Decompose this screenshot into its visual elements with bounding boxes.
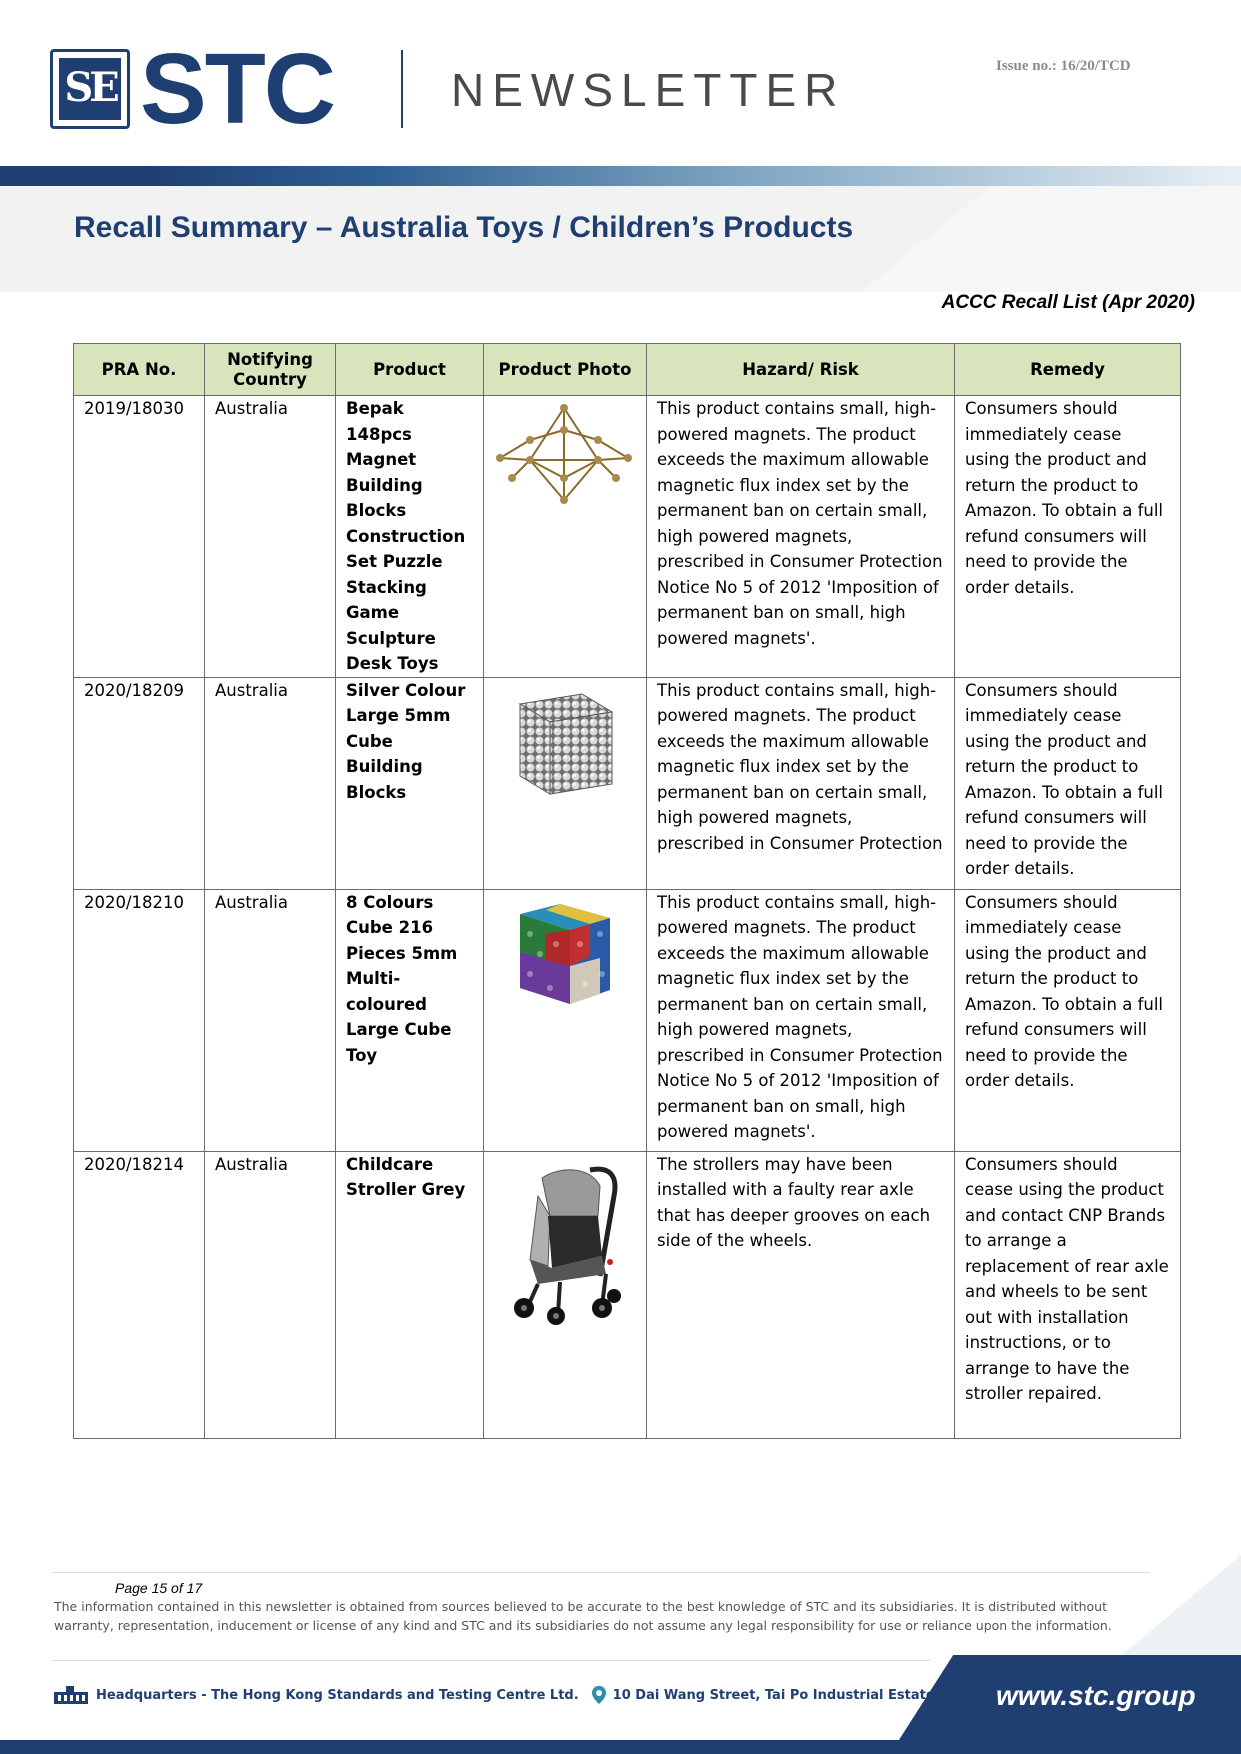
cell-hazard: This product contains small, high-powered magnets. The product exceeds the maximum allowable magnetic flux index set by the permanent ban on certain small, high powered magnets, prescribed in Consumer Protection [647,677,955,889]
cell-product: 8 Colours Cube 216 Pieces 5mm Multi-coloured Large Cube Toy [336,889,484,1151]
cell-remedy: Consumers should cease using the product and contact CNP Brands to arrange a replacement of rear axle and wheels to be sent out with installation instructions, or to arrange to have the stroller repaired. [955,1151,1181,1438]
cell-product: Childcare Stroller Grey [336,1151,484,1438]
website-link[interactable]: www.stc.group [996,1680,1196,1711]
cell-product: Silver Colour Large 5mm Cube Building Blocks [336,677,484,889]
header-notifying-country: Notifying Country [205,344,336,396]
table-row [74,1151,1181,1438]
cell-remedy: Consumers should immediately cease using the product and return the product to Amazon. To obtain a full refund consumers will need to provide the order details. [955,677,1181,889]
magnet-sculpture-image [490,400,638,520]
headquarters-label: Headquarters - The Hong Kong Standards and Testing Centre Ltd. [96,1687,579,1703]
cell-country: Australia [205,889,336,1151]
grey-stroller-image [490,1156,638,1326]
stc-logo-mark [50,49,130,129]
logo-mark-glyph: SE [64,64,116,111]
silver-magnet-cube-image [490,682,638,802]
cell-remedy: Consumers should immediately cease using the product and return the product to Amazon. To obtain a full refund consumers will need to provide the order details. [955,396,1181,678]
header-hazard-risk: Hazard/ Risk [647,344,955,396]
table-header-row [74,344,1181,396]
footer-divider-bottom [52,1660,930,1661]
headquarters-bar [52,1684,1114,1706]
cell-photo [484,889,647,1151]
cell-photo [484,396,647,678]
cell-photo [484,677,647,889]
cell-remedy: Consumers should immediately cease using the product and return the product to Amazon. To obtain a full refund consumers will need to provide the order details. [955,889,1181,1151]
header-remedy: Remedy [955,344,1181,396]
recall-table [73,343,1181,1439]
stc-logo-text: STC [140,33,334,145]
table-row [74,396,1181,678]
page-title: Recall Summary – Australia Toys / Children’s Products [74,211,854,244]
header-product-photo: Product Photo [484,344,647,396]
cell-hazard: This product contains small, high-powered magnets. The product exceeds the maximum allowable magnetic flux index set by the permanent ban on certain small, high powered magnets, prescribed in Consumer Protection Notice No 5 of 2012 'Imposition of permanent ban on small, high powered magnets'. [647,889,955,1151]
footer-bottom-strip [0,1740,1241,1754]
cell-hazard: The strollers may have been installed with a faulty rear axle that has deeper grooves on each side of the wheels. [647,1151,955,1438]
recall-list-reference: ACCC Recall List (Apr 2020) [941,292,1195,313]
newsletter-wordmark: NEWSLETTER [451,64,846,116]
location-pin-icon [591,1685,607,1705]
table-row [74,889,1181,1151]
header-gradient-band [0,166,1241,186]
header-pra-no: PRA No. [74,344,205,396]
table-row [74,677,1181,889]
cell-pra-no: 2020/18210 [74,889,205,1151]
cell-country: Australia [205,1151,336,1438]
footer-divider-top [52,1572,1150,1573]
cell-pra-no: 2019/18030 [74,396,205,678]
multicolour-magnet-cube-image [490,894,638,1014]
page-number: Page 15 of 17 [115,1580,203,1596]
cell-country: Australia [205,396,336,678]
header-product: Product [336,344,484,396]
disclaimer: The information contained in this newsletter is obtained from sources believed to be accurate to the best knowledge of STC and its subsidiaries. It is distributed without warranty, representation, inducement or license of any kind and STC and its subsidiaries do not assume any legal responsibility for use or reliance upon the information. [54,1599,1112,1633]
header-divider [401,50,403,128]
cell-photo [484,1151,647,1438]
building-icon [52,1684,90,1706]
cell-country: Australia [205,677,336,889]
cell-pra-no: 2020/18209 [74,677,205,889]
cell-hazard: This product contains small, high-powered magnets. The product exceeds the maximum allowable magnetic flux index set by the permanent ban on certain small, high powered magnets, prescribed in Consumer Protection Notice No 5 of 2012 'Imposition of permanent ban on small, high powered magnets'. [647,396,955,678]
cell-product: Bepak 148pcs Magnet Building Blocks Construction Set Puzzle Stacking Game Sculpture Desk Toys [336,396,484,678]
address-text: 10 Dai Wang Street, Tai Po Industrial Estate, Tai Po, N.T., Hong Kong [612,1687,1115,1703]
cell-pra-no: 2020/18214 [74,1151,205,1438]
issue-number: Issue no.: 16/20/TCD [996,58,1131,74]
